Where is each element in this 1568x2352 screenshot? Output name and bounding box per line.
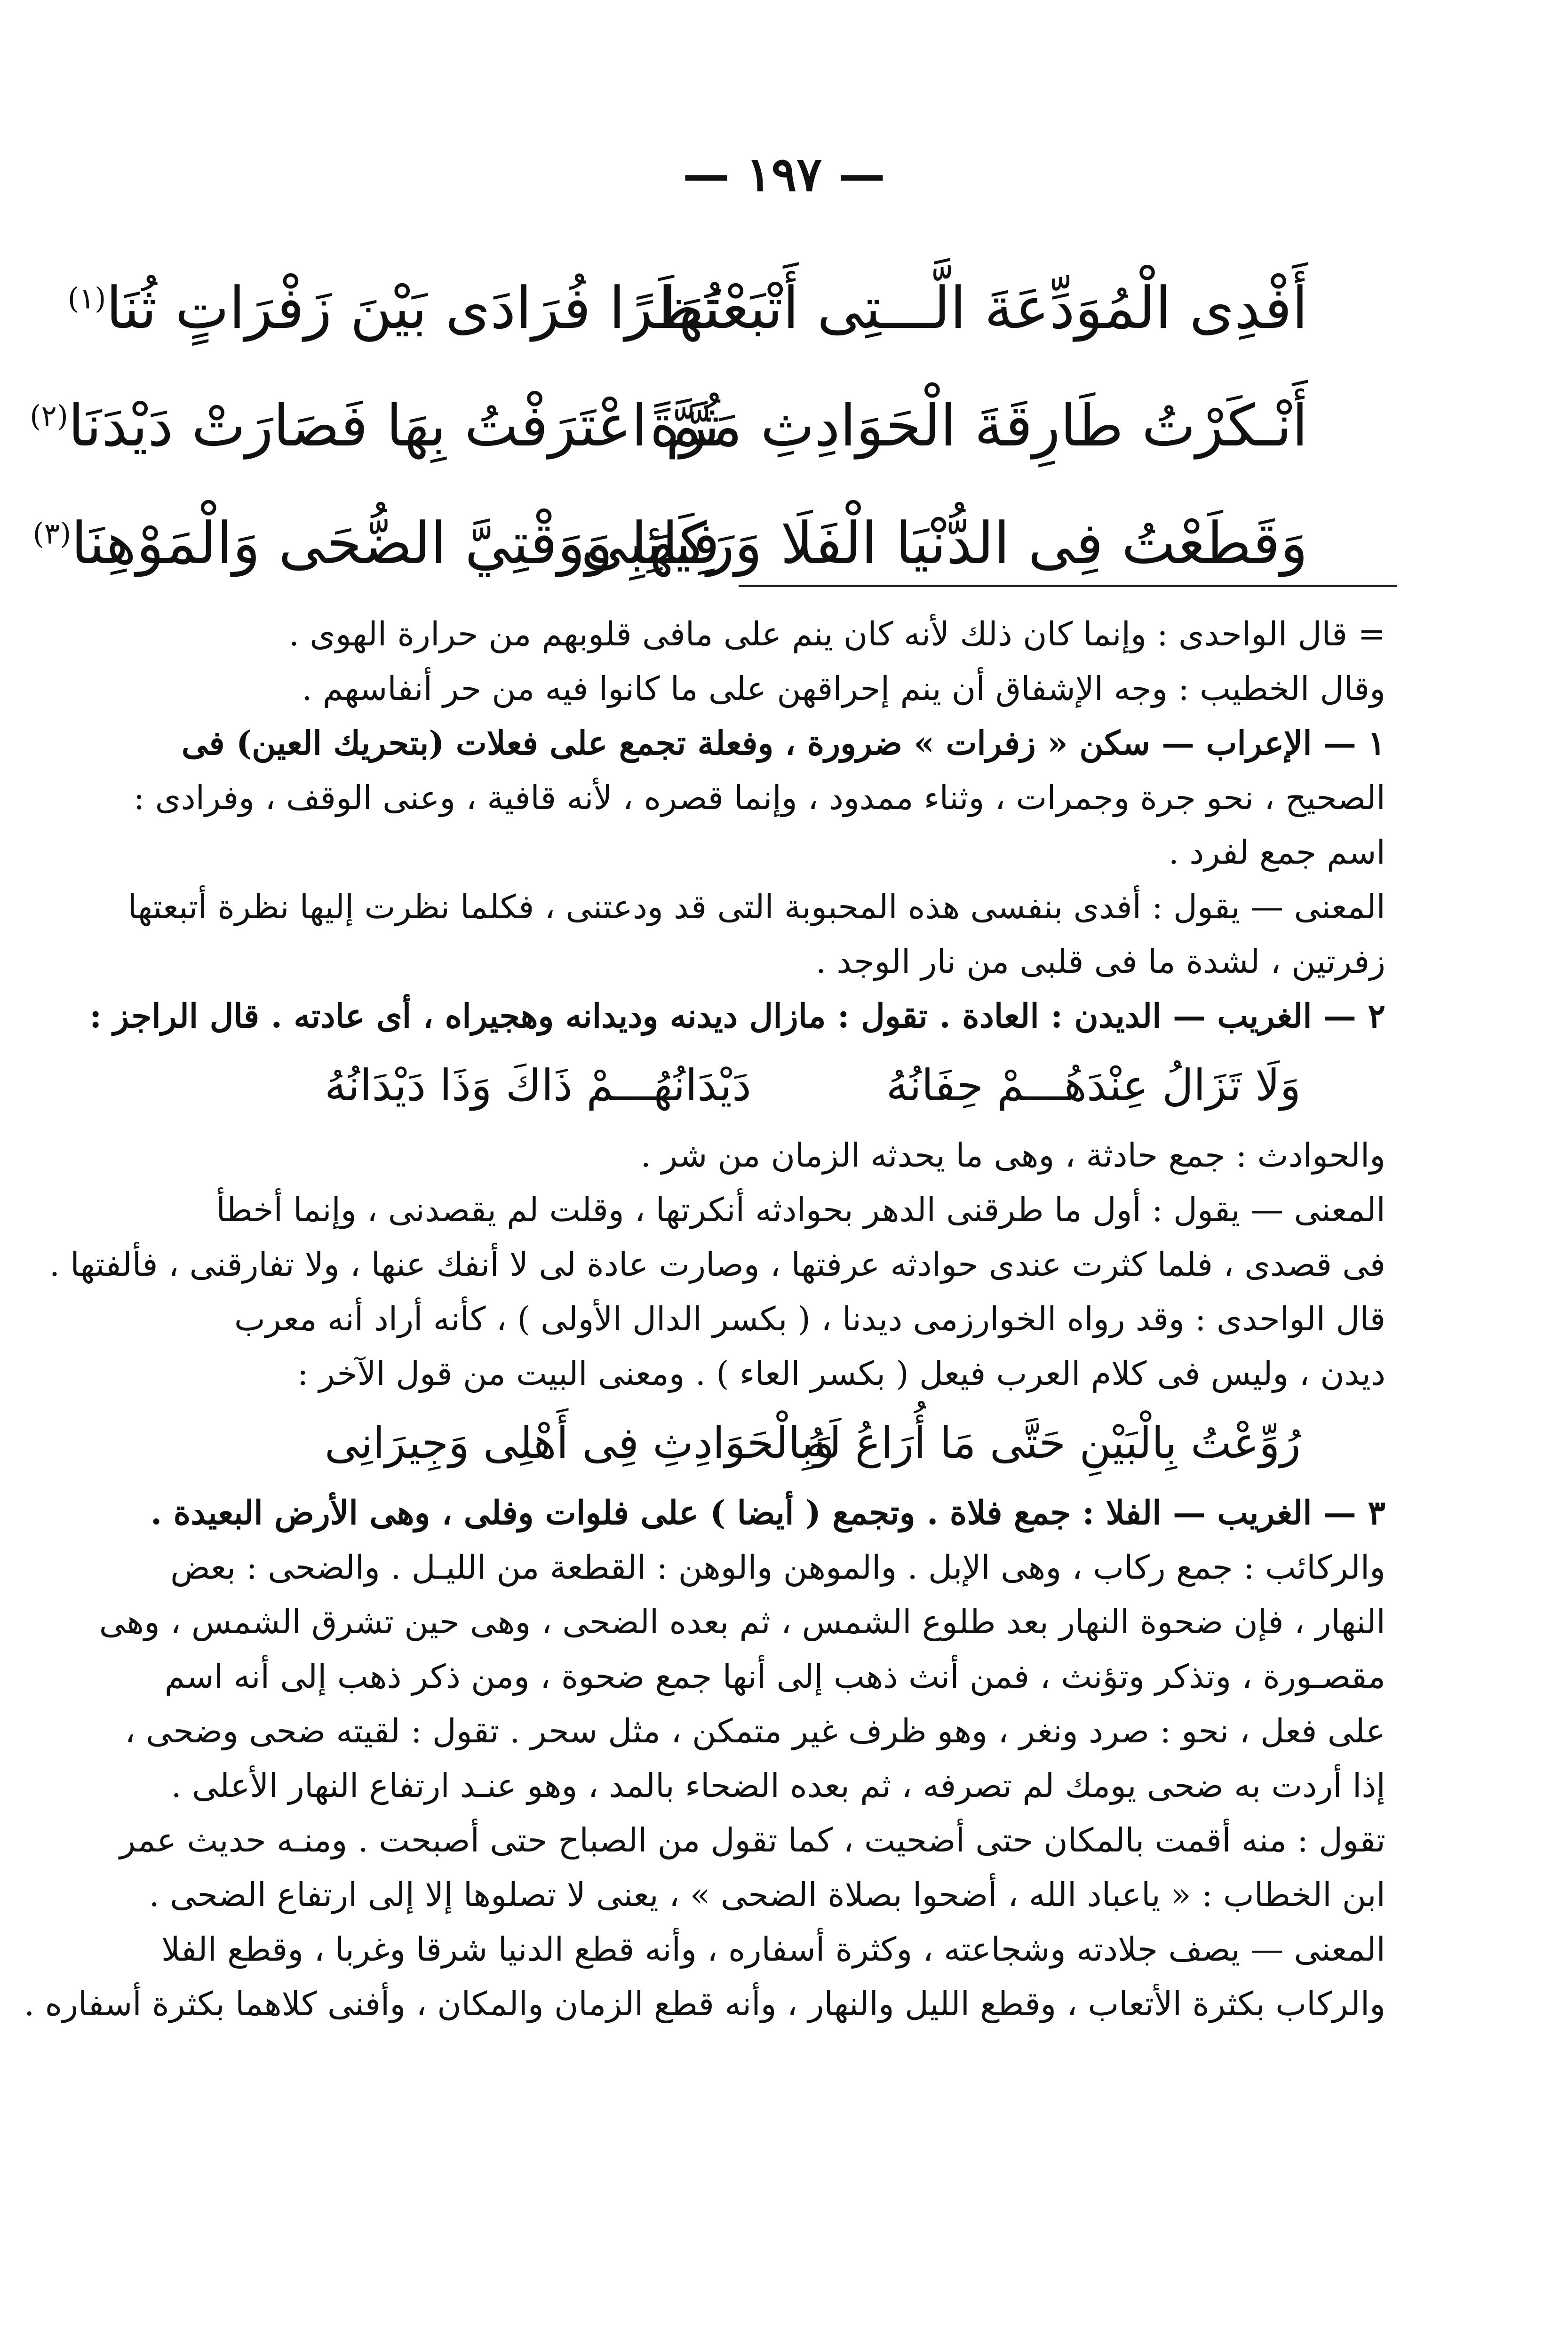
- verse-second-hemistich: فِيهَا وَوَقْتِيَّ الضُّحَى وَالْمَوْهِنَا$^{(٣)}$: [32, 510, 720, 577]
- commentary-line: المعنى — يقول : أفدى بنفسى هذه المحبوبة التى قد ودعتنى ، فكلما نظرت إليها نظرة أتبعتها: [127, 888, 1385, 926]
- commentary-line: والركائب : جمع ركاب ، وهى الإبل . والموهن والوهن : القطعة من الليـل . والضحى : بعض: [170, 1548, 1385, 1587]
- quoted-verse-first-half: رُوِّعْتُ بِالْبَيْنِ حَتَّى مَا أُرَاعُ لَهُ: [805, 1418, 1301, 1468]
- commentary-line: على فعل ، نحو : صرد ونغر ، وهو ظرف غير متمكن ، مثل سحر . تقول : لقيته ضحى وضحى ،: [125, 1712, 1385, 1750]
- verse-block: [30, 249, 1308, 602]
- commentary-line: ٢ — الغريب — الديدن : العادة . تقول : مازال ديدنه وديدانه وهجيراه ، أى عادته . قال الراجز :: [89, 996, 1385, 1035]
- commentary-line: اسم جمع لفرد .: [1168, 833, 1385, 872]
- commentary-line: = قال الواحدى : وإنما كان ذلك لأنه كان ينم على مافى قلوبهم من حرارة الهوى .: [288, 615, 1385, 653]
- footnote-marker: (١): [67, 281, 106, 316]
- commentary-line: والحوادث : جمع حادثة ، وهى ما يحدثه الزمان من شر .: [640, 1136, 1385, 1175]
- commentary-line: المعنى — يقول : أول ما طرقنى الدهر بحوادثه أنكرتها ، وقلت لم يقصدنى ، وإنما أخطأ: [216, 1191, 1385, 1229]
- commentary-line: ديدن ، وليس فى كلام العرب فيعل ( بكسر العاء ) . ومعنى البيت من قول الآخر :: [297, 1354, 1385, 1393]
- verse-second-hemistich: نَظَرًا فُرَادَى بَيْنَ زَفْرَاتٍ ثُنَا$^{(١)}$: [67, 275, 720, 342]
- verse-second-hemistich: ثُمَّ اعْتَرَفْتُ بِهَا فَصَارَتْ دَيْدَنَا$^{(٢)}$: [30, 392, 720, 459]
- commentary-block: [24, 607, 1385, 2031]
- quoted-verse-second-half: وَبِالْحَوَادِثِ فِى أَهْلِى وَجِيرَانِى: [325, 1418, 835, 1468]
- commentary-line: ١ — الإعراب — سكن « زفرات » ضرورة ، وفعلة تجمع على فعلات (بتحريك العين) فى: [181, 723, 1385, 763]
- verse-first-hemistich: أَفْدِى الْمُوَدِّعَةَ الَّـــتِى أَتْبَعْتُهَا: [661, 275, 1308, 342]
- quoted-verse-second-half: دَيْدَانُهُـــمْ ذَاكَ وَذَا دَيْدَانُهُ: [325, 1060, 751, 1111]
- verse-first-hemistich: وَقَطَعْتُ فِى الدُّنْيَا الْفَلَا وَرَكَائِبِى: [581, 510, 1308, 577]
- commentary-line: ٣ — الغريب — الفلا : جمع فلاة . وتجمع ( أيضا ) على فلوات وفلى ، وهى الأرض البعيدة .: [150, 1493, 1385, 1532]
- commentary-line: إذا أردت به ضحى يومك لم تصرفه ، ثم بعده الضحاء بالمد ، وهو عنـد ارتفاع النهار الأعلى .: [171, 1766, 1385, 1805]
- commentary-line: زفرتين ، لشدة ما فى قلبى من نار الوجد .: [815, 942, 1385, 981]
- footnote-marker: (٢): [30, 398, 68, 433]
- quoted-verse-1: [183, 1043, 1385, 1128]
- commentary-line: النهار ، فإن ضحوة النهار بعد طلوع الشمس ، ثم بعده الضحى ، وهى حين تشرق الشمس ، وهى: [99, 1603, 1385, 1641]
- commentary-line: وقال الخطيب : وجه الإشفاق أن ينم إحراقهن على ما كانوا فيه من حر أنفاسهم .: [302, 669, 1385, 708]
- quoted-verse-2: [183, 1401, 1385, 1486]
- commentary-line: ابن الخطاب : « ياعباد الله ، أضحوا بصلاة الضحى » ، يعنى لا تصلوها إلا إلى ارتفاع الضحى .: [149, 1875, 1385, 1914]
- commentary-line: فى قصدى ، فلما كثرت عندى حوادثه عرفتها ، وصارت عادة لى لا أنفك عنها ، ولا تفارقنى ، فألفتها .: [49, 1245, 1385, 1284]
- page-number: — ١٩٧ —: [683, 146, 885, 202]
- footnote-marker: (٣): [32, 516, 72, 551]
- commentary-line: المعنى — يصف جلادته وشجاعته ، وكثرة أسفاره ، وأنه قطع الدنيا شرقا وغربا ، وقطع الفلا: [161, 1930, 1385, 1969]
- commentary-line: والركاب بكثرة الأتعاب ، وقطع الليل والنهار ، وأنه قطع الزمان والمكان ، وأفنى كلاهما بكثرة أسفاره .: [24, 1985, 1385, 2023]
- footnote-divider: [739, 585, 1397, 587]
- commentary-line: مقصـورة ، وتذكر وتؤنث ، فمن أنث ذهب إلى أنها جمع ضحوة ، ومن ذكر ذهب إلى أنه اسم: [164, 1657, 1385, 1696]
- commentary-line: الصحيح ، نحو جرة وجمرات ، وثناء ممدود ، وإنما قصره ، لأنه قافية ، وعنى الوقف ، وفرادى :: [133, 779, 1385, 817]
- commentary-line: تقول : منه أقمت بالمكان حتى أضحيت ، كما تقول من الصباح حتى أصبحت . ومنـه حديث عمر: [119, 1821, 1385, 1859]
- verse-line-1: [67, 249, 1308, 367]
- commentary-line: قال الواحدى : وقد رواه الخوارزمى ديدنا ، ( بكسر الدال الأولى ) ، كأنه أراد أنه معرب: [234, 1300, 1385, 1338]
- verse-line-2: [30, 367, 1308, 485]
- verse-first-hemistich: أَنْـكَرْتُ طَارِقَةَ الْحَوَادِثِ مَرَّةً: [650, 392, 1308, 459]
- quoted-verse-first-half: وَلَا تَزَالُ عِنْدَهُـــمْ حِفَانُهُ: [886, 1060, 1301, 1111]
